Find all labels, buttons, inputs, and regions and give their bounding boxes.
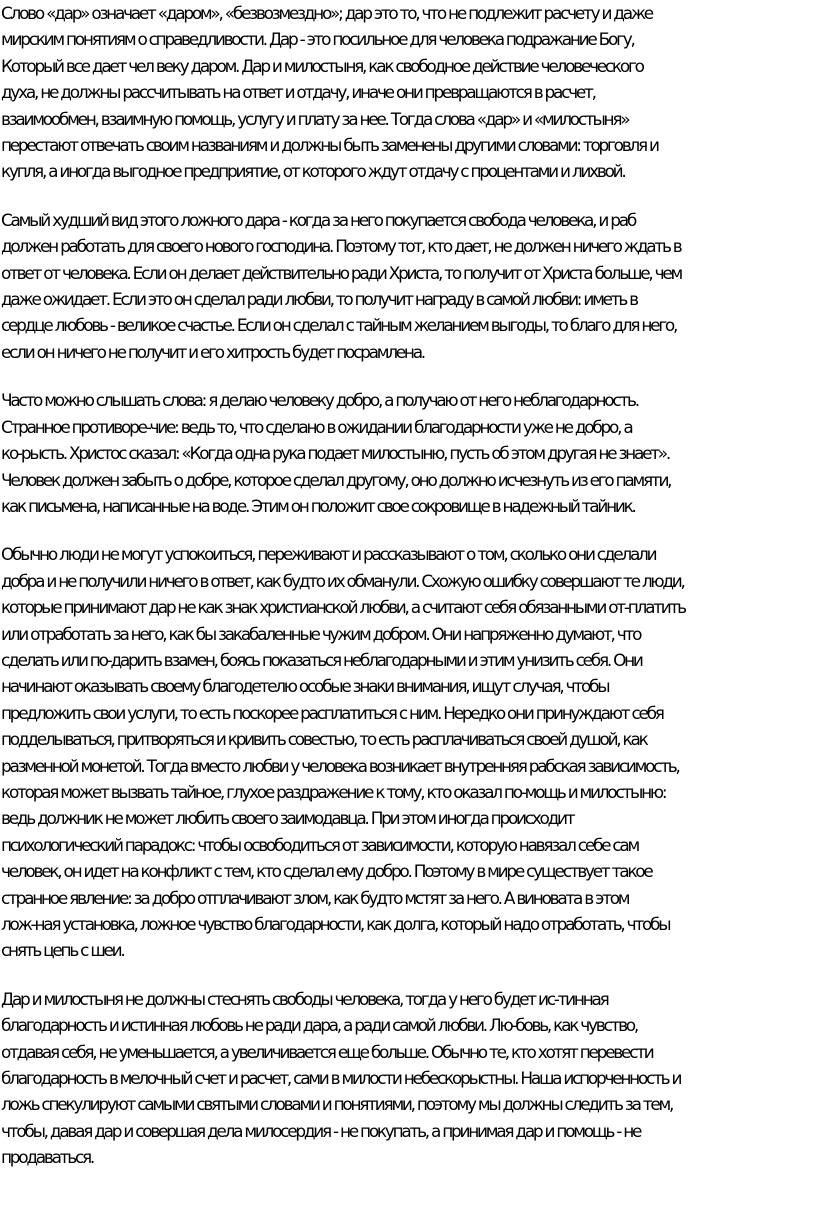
- text-line: сердце любовь - великое счастье. Если он сделал с тайным желанием выгоды, то благо для него,: [1, 315, 677, 336]
- text-line: Который все дает чел веку даром. Дар и милостыня, как свободное действие человеческого: [1, 55, 643, 76]
- text-line: Обычно люди не могут успокоиться, переживают и рассказывают о том, сколько они сделали: [1, 544, 656, 565]
- text-line: благодарность и истинная любовь не ради дара, а ради самой любви. Лю-бовь, как чувство,: [1, 1015, 637, 1036]
- text-line: продаваться.: [1, 1147, 94, 1168]
- paragraph-3: [1, 387, 815, 519]
- text-line: ко-рысть. Христос сказал: «Когда одна рука подает милостыню, пусть об этом другая не знает».: [1, 443, 670, 464]
- text-line: духа, не должны рассчитывать на ответ и отдачу, иначе они превращаются в расчет,: [1, 82, 595, 103]
- text-line: Дар и милостыня не должны стеснять свободы человека, тогда у него будет ис-тинная: [1, 988, 608, 1009]
- text-line: мирским понятиям о справедливости. Дар - это посильное для человека подражание Богу,: [1, 29, 634, 50]
- text-line: человек, он идет на конфликт с тем, кто сделал ему добро. Поэтому в мире существует такое: [1, 861, 652, 882]
- text-line: благодарность в мелочный счет и расчет, сами в милости небескорыстны. Наша испорченность и: [1, 1068, 681, 1089]
- text-line: снять цепь с шеи.: [1, 940, 124, 961]
- text-line: даже ожидает. Если это он сделал ради любви, то получит награду в самой любви: иметь в: [1, 289, 637, 310]
- text-line: купля, а иногда выгодное предприятие, от которого ждут отдачу с процентами и лихвой.: [1, 161, 625, 182]
- text-line: если он ничего не получит и его хитрость будет посрамлена.: [1, 341, 424, 362]
- text-line: подделываться, притворяться и кривить совестью, то есть расплачиваться своей душой, как: [1, 729, 647, 750]
- paragraph-5: [1, 986, 815, 1171]
- text-line: добра и не получили ничего в ответ, как будто их обманули. Схожую ошибку совершают те люди,: [1, 570, 684, 591]
- text-line: Самый худший вид этого ложного дара - когда за него покупается свобода человека, и раб: [1, 209, 635, 230]
- text-line: сделать или по-дарить взамен, боясь показаться неблагодарными и этим унизить себя. Они: [1, 649, 642, 670]
- text-line: ведь должник не может любить своего заимодавца. При этом иногда происходит: [1, 808, 574, 829]
- text-line: чтобы, давая дар и совершая дела милосердия - не покупать, а принимая дар и помощь - не: [1, 1120, 641, 1141]
- text-line: психологический парадокс: чтобы освободиться от зависимости, которую навязал себе сам: [1, 834, 639, 855]
- text-line: странное явление: за добро отплачивают злом, как будто мстят за него. А виновата в этом: [1, 887, 629, 908]
- paragraph-4: [1, 541, 815, 964]
- text-line: должен работать для своего нового господина. Поэтому тот, кто дает, не должен ничего ждать в: [1, 236, 681, 257]
- text-line: разменной монетой. Тогда вместо любви у человека возникает внутренняя рабская зависимость,: [1, 755, 679, 776]
- text-line: которая может вызвать тайное, глухое раздражение к тому, кто оказал по-мощь и милостыню:: [1, 781, 666, 802]
- text-line: которые принимают дар не как знак христианской любви, а считают себя обязанными от-платить: [1, 597, 685, 618]
- text-line: предложить свои услуги, то есть поскорее расплатиться с ним. Нередко они принуждают себя: [1, 702, 663, 723]
- text-line: как письмена, написанные на воде. Этим он положит свое сокровище в надежный тайник.: [1, 495, 635, 516]
- text-line: Человек должен забыть о добре, которое сделал другому, оно должно исчезнуть из его памяти,: [1, 469, 671, 490]
- text-line: Часто можно слышать слова: я делаю человеку добро, а получаю от него неблагодарность.: [1, 390, 638, 411]
- text-line: лож-ная установка, ложное чувство благодарности, как долга, который надо отработать, чтобы: [1, 914, 670, 934]
- text-line: отдавая себя, не уменьшается, а увеличивается еще больше. Обычно те, кто хотят перевести: [1, 1041, 653, 1062]
- text-line: начинают оказывать своему благодетелю особые знаки внимания, ищут случая, чтобы: [1, 676, 609, 697]
- text-line: или отработать за него, как бы закабаленные чужим добром. Они напряженно думают, что: [1, 623, 641, 644]
- paragraph-1: [1, 0, 815, 185]
- text-line: перестают отвечать своим названиям и должны быть заменены другими словами: торговля и: [1, 135, 658, 156]
- paragraph-2: [1, 207, 815, 365]
- text-line: ответ от человека. Если он делает действительно ради Христа, то получит от Христа больше, чем: [1, 262, 681, 283]
- text-line: взаимообмен, взаимную помощь, услугу и плату за нее. Тогда слова «дар» и «милостыня»: [1, 108, 629, 129]
- text-line: Слово «дар» означает «даром», «безвозмездно»; дар это то, что не подлежит расчету и даже: [1, 3, 652, 23]
- text-line: ложь спекулируют самыми святыми словами и понятиями, поэтому мы должны следить за тем,: [1, 1094, 673, 1115]
- text-line: Странное противоре-чие: ведь то, что сделано в ожидании благодарности уже не добро, а: [1, 416, 632, 437]
